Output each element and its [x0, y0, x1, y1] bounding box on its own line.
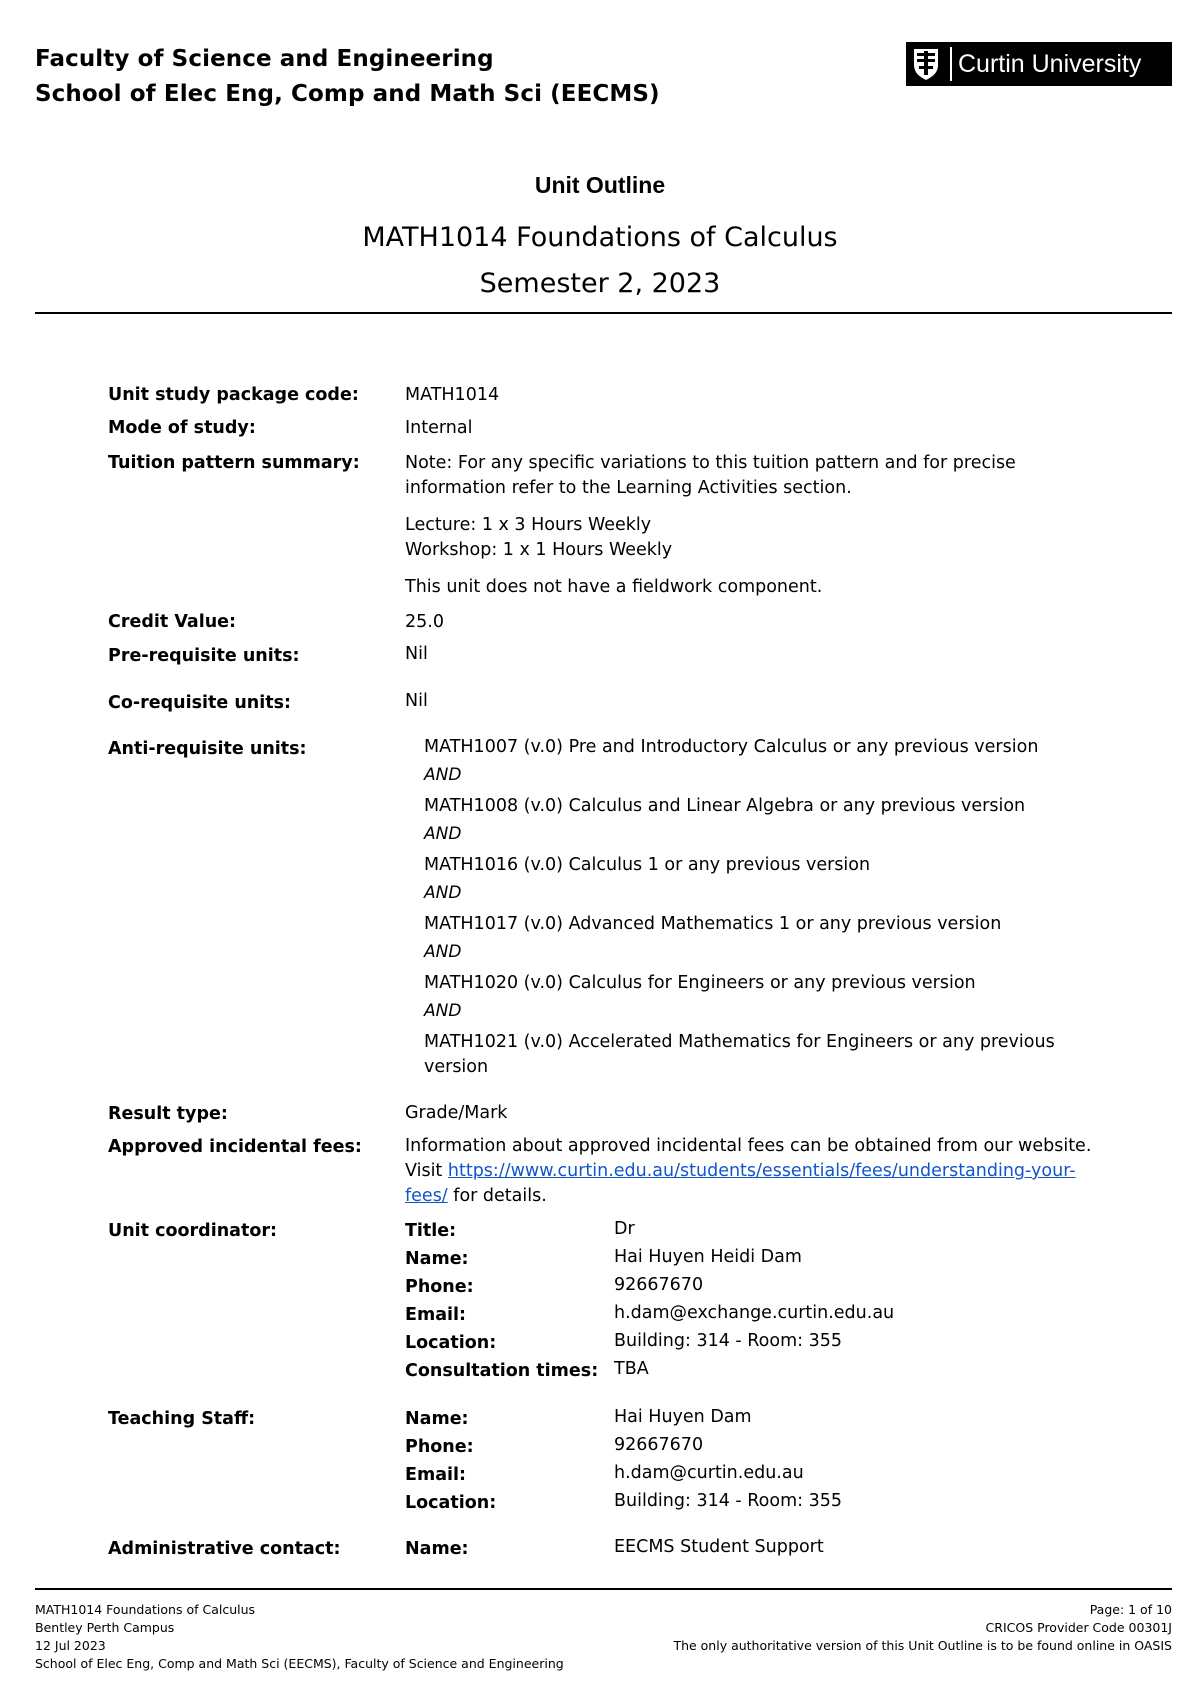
footer-unit: MATH1014 Foundations of Calculus [35, 1602, 256, 1617]
document-heading: Unit Outline [534, 172, 666, 198]
teaching-staff-label: Teaching Staff: [108, 1409, 256, 1429]
teaching-email: h.dam@curtin.edu.au [614, 1463, 804, 1483]
footer-right [673, 1601, 1172, 1655]
coordinator-location: Building: 314 - Room: 355 [614, 1331, 842, 1351]
semester-title: Semester 2, 2023 [479, 268, 721, 299]
footer-date: 12 Jul 2023 [35, 1638, 106, 1653]
teaching-name: Hai Huyen Dam [614, 1407, 752, 1427]
curtin-logo [906, 42, 1172, 86]
coordinator-consult: TBA [614, 1359, 649, 1379]
fees-tail: for details. [453, 1186, 547, 1206]
admin-name-label: Name: [405, 1539, 469, 1559]
fees-link-line-2 [405, 1184, 547, 1209]
teaching-location: Building: 314 - Room: 355 [614, 1491, 842, 1511]
tuition-label: Tuition pattern summary: [108, 453, 360, 473]
coordinator-phone-label: Phone: [405, 1277, 474, 1297]
credit-value: 25.0 [405, 612, 444, 632]
footer-campus: Bentley Perth Campus [35, 1620, 175, 1635]
coordinator-name-label: Name: [405, 1249, 469, 1269]
fieldwork-note: This unit does not have a fieldwork component. [405, 577, 823, 597]
antireq-label: Anti-requisite units: [108, 739, 307, 759]
package-code-label: Unit study package code: [108, 385, 359, 405]
school-name: School of Elec Eng, Comp and Math Sci (EECMS) [35, 81, 660, 107]
coordinator-phone: 92667670 [614, 1275, 704, 1295]
admin-name: EECMS Student Support [614, 1537, 824, 1557]
coordinator-consult-label: Consultation times: [405, 1361, 599, 1381]
and-connector: AND [424, 883, 462, 903]
footer-divider [35, 1588, 1172, 1590]
fees-visit-line [405, 1159, 1076, 1184]
mode-label: Mode of study: [108, 418, 256, 438]
coordinator-name: Hai Huyen Heidi Dam [614, 1247, 802, 1267]
logo-divider [950, 47, 952, 81]
teaching-name-label: Name: [405, 1409, 469, 1429]
fees-label: Approved incidental fees: [108, 1137, 362, 1157]
coreq-label: Co-requisite units: [108, 693, 292, 713]
and-connector: AND [424, 765, 462, 785]
antireq-item-continuation: version [424, 1057, 489, 1077]
workshop-pattern: Workshop: 1 x 1 Hours Weekly [405, 540, 673, 560]
package-code-value: MATH1014 [405, 385, 500, 405]
footer-school: School of Elec Eng, Comp and Math Sci (EECMS), Faculty of Science and Engineering [35, 1656, 564, 1671]
lecture-pattern: Lecture: 1 x 3 Hours Weekly [405, 515, 652, 535]
prereq-value: Nil [405, 644, 428, 664]
teaching-email-label: Email: [405, 1465, 466, 1485]
antireq-item: MATH1021 (v.0) Accelerated Mathematics for Engineers or any previous [424, 1032, 1055, 1052]
fees-link-continuation[interactable]: fees/ [405, 1186, 448, 1206]
tuition-note-line-1: Note: For any specific variations to this tuition pattern and for precise [405, 453, 1016, 473]
admin-contact-label: Administrative contact: [108, 1539, 341, 1559]
teaching-phone: 92667670 [614, 1435, 704, 1455]
header-divider [35, 312, 1172, 314]
coordinator-label: Unit coordinator: [108, 1221, 277, 1241]
antireq-item: MATH1008 (v.0) Calculus and Linear Algebra or any previous version [424, 796, 1026, 816]
antireq-item: MATH1020 (v.0) Calculus for Engineers or any previous version [424, 973, 976, 993]
coordinator-title: Dr [614, 1219, 635, 1239]
coordinator-location-label: Location: [405, 1333, 497, 1353]
unit-title: MATH1014 Foundations of Calculus [362, 222, 838, 253]
fees-text: Information about approved incidental fees can be obtained from our website. [405, 1136, 1092, 1156]
coordinator-email-label: Email: [405, 1305, 466, 1325]
mode-value: Internal [405, 418, 473, 438]
teaching-phone-label: Phone: [405, 1437, 474, 1457]
and-connector: AND [424, 1001, 462, 1021]
and-connector: AND [424, 942, 462, 962]
coreq-value: Nil [405, 691, 428, 711]
result-label: Result type: [108, 1104, 228, 1124]
fees-link[interactable]: https://www.curtin.edu.au/students/essentials/fees/understanding-your- [447, 1161, 1076, 1181]
footer-page-number: Page: 1 of 10 [1089, 1602, 1172, 1617]
faculty-header [35, 42, 660, 112]
curtin-crest-icon [906, 42, 946, 86]
fees-visit-word: Visit [405, 1161, 443, 1181]
coordinator-title-label: Title: [405, 1221, 457, 1241]
tuition-note-line-2: information refer to the Learning Activities section. [405, 478, 852, 498]
footer-left [35, 1601, 564, 1673]
faculty-name: Faculty of Science and Engineering [35, 46, 494, 72]
credit-label: Credit Value: [108, 612, 237, 632]
footer-cricos: CRICOS Provider Code 00301J [985, 1620, 1172, 1635]
footer-authority-note: The only authoritative version of this Unit Outline is to be found online in OASIS [673, 1638, 1172, 1653]
coordinator-email: h.dam@exchange.curtin.edu.au [614, 1303, 895, 1323]
antireq-item: MATH1007 (v.0) Pre and Introductory Calculus or any previous version [424, 737, 1039, 757]
result-value: Grade/Mark [405, 1103, 508, 1123]
antireq-item: MATH1016 (v.0) Calculus 1 or any previous version [424, 855, 871, 875]
prereq-label: Pre-requisite units: [108, 646, 300, 666]
antireq-item: MATH1017 (v.0) Advanced Mathematics 1 or any previous version [424, 914, 1002, 934]
teaching-location-label: Location: [405, 1493, 497, 1513]
logo-wordmark: Curtin University [958, 49, 1142, 78]
and-connector: AND [424, 824, 462, 844]
